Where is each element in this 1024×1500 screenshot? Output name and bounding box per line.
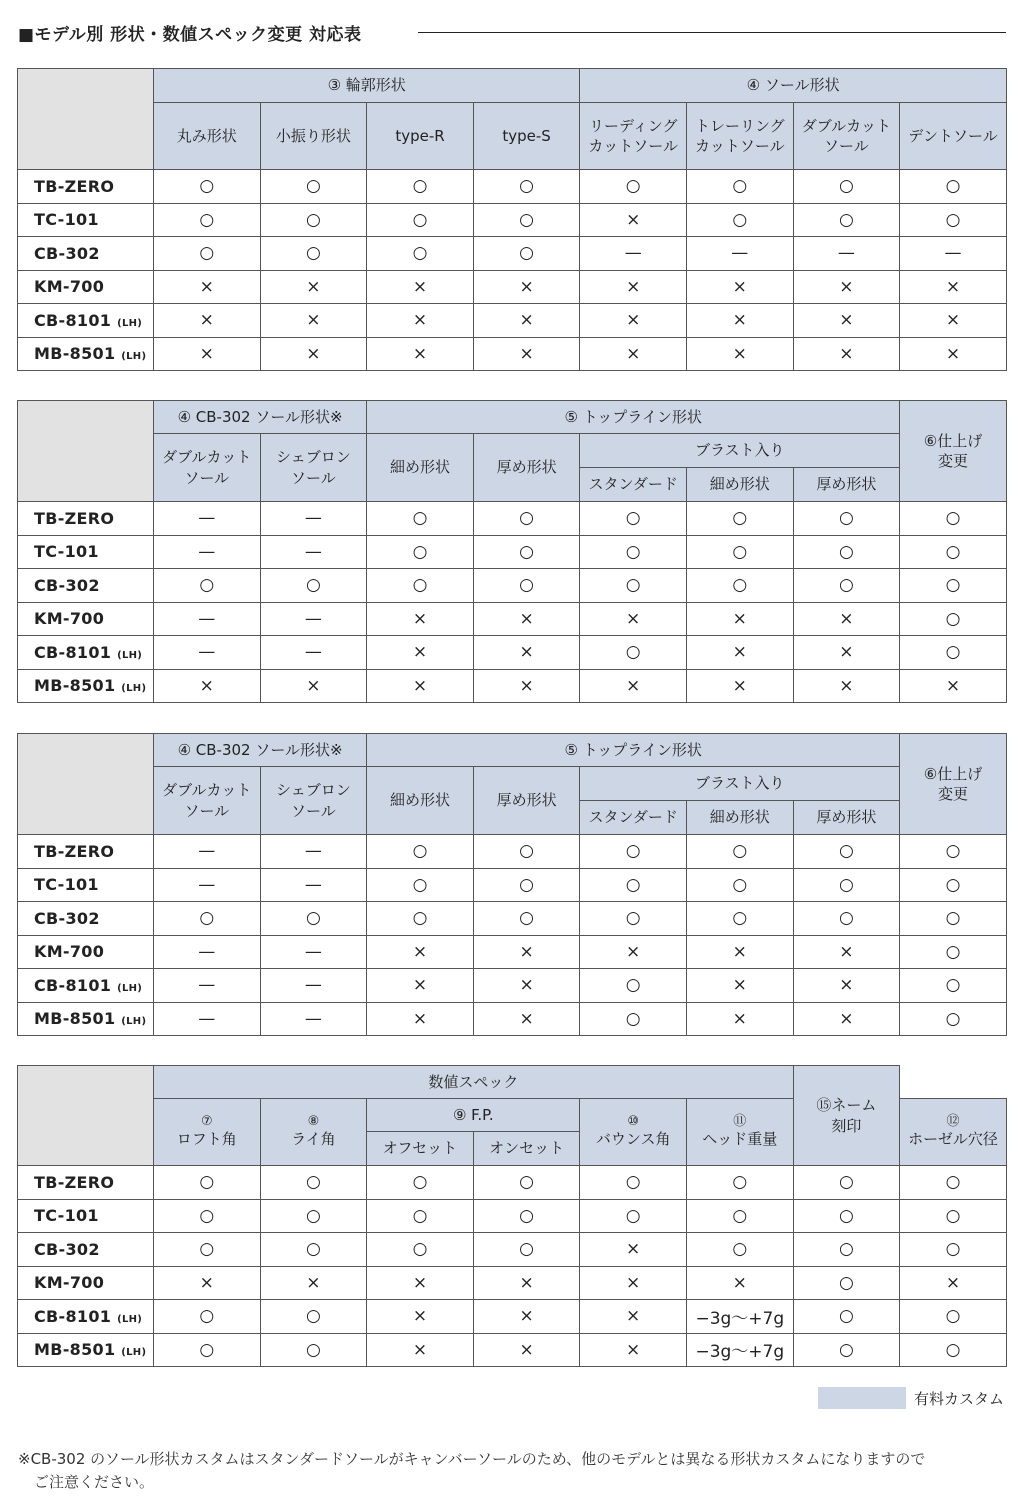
table-cell: ○ [260, 1233, 367, 1267]
table-cell: ○ [686, 1166, 793, 1200]
col-header: ⑪ ヘッド重量 [686, 1099, 793, 1166]
table-cell: ○ [900, 602, 1007, 636]
table-cell: ○ [367, 502, 474, 536]
table-cell: ○ [154, 1166, 261, 1200]
table-cell: × [580, 1233, 687, 1267]
model-name: MB-8501 (LH) [18, 337, 154, 371]
table-row [18, 1199, 1007, 1233]
footnote [18, 1448, 1008, 1494]
table-cell: ○ [260, 1199, 367, 1233]
table-cell: ○ [260, 170, 367, 204]
col-header: シェブロン ソール [260, 767, 367, 835]
table-cell: ○ [154, 1333, 261, 1367]
table-cell: ○ [686, 902, 793, 936]
table-cell: ○ [793, 1166, 900, 1200]
model-name: CB-8101 (LH) [18, 636, 154, 670]
table-row [18, 270, 1007, 304]
table-cell: — [154, 502, 261, 536]
col-header: 厚め形状 [473, 434, 580, 502]
table-cell: ○ [580, 902, 687, 936]
table-cell: ○ [154, 170, 261, 204]
table-cell: × [686, 969, 793, 1003]
table-cell: ○ [900, 203, 1007, 237]
table-cell: ○ [260, 1166, 367, 1200]
table-cell: ○ [793, 835, 900, 869]
table-cell: — [260, 535, 367, 569]
col-header: リーディング カットソール [580, 103, 687, 170]
table-cell: — [154, 535, 261, 569]
model-name: KM-700 [18, 270, 154, 304]
table-cell: — [260, 868, 367, 902]
table-cell: ○ [900, 902, 1007, 936]
table-cell: ○ [900, 1233, 1007, 1267]
table-cell: × [367, 270, 474, 304]
table-cell: — [260, 835, 367, 869]
table-cell: — [260, 969, 367, 1003]
table-row [18, 569, 1007, 603]
table-cell: × [580, 337, 687, 371]
table-cell: ○ [367, 1166, 474, 1200]
model-name: KM-700 [18, 1266, 154, 1300]
table-cell: × [367, 1333, 474, 1367]
table-cell: × [260, 1266, 367, 1300]
table-cell: ○ [900, 1199, 1007, 1233]
table-cell: ○ [793, 1300, 900, 1334]
legend [818, 1386, 1004, 1410]
table-cell: ○ [793, 203, 900, 237]
table-row [18, 502, 1007, 536]
model-name: TB-ZERO [18, 835, 154, 869]
table-cell: × [580, 669, 687, 703]
table-cell: ○ [793, 170, 900, 204]
model-name: TC-101 [18, 535, 154, 569]
table-cell: ○ [793, 569, 900, 603]
table-row [18, 170, 1007, 204]
table-cell: ○ [367, 868, 474, 902]
col-header: 厚め形状 [793, 801, 900, 835]
table-row [18, 1300, 1007, 1334]
model-name: CB-302 [18, 1233, 154, 1267]
spec-table-outline-sole [17, 68, 1007, 371]
table-cell: × [900, 337, 1007, 371]
title-rule [418, 32, 1006, 33]
table-cell: ○ [793, 535, 900, 569]
table-row [18, 969, 1007, 1003]
table-cell: — [154, 602, 261, 636]
table-cell: ○ [686, 868, 793, 902]
table-cell: × [473, 935, 580, 969]
table-cell: ○ [686, 1233, 793, 1267]
table-cell: — [793, 237, 900, 271]
footnote-line: ご注意ください。 [34, 1473, 155, 1491]
table-cell: × [473, 1266, 580, 1300]
table-cell: × [260, 337, 367, 371]
table-cell: ○ [473, 1233, 580, 1267]
table-cell: × [154, 270, 261, 304]
col-header: 厚め形状 [473, 767, 580, 835]
table-cell: ○ [900, 535, 1007, 569]
col-header: type-R [367, 103, 474, 170]
model-name: CB-302 [18, 902, 154, 936]
table-cell: × [580, 203, 687, 237]
table-cell: × [686, 636, 793, 670]
table-cell: × [900, 1266, 1007, 1300]
table-cell: ○ [473, 569, 580, 603]
model-name: TB-ZERO [18, 502, 154, 536]
table-cell: ○ [473, 1199, 580, 1233]
group-finish: ⑥仕上げ 変更 [900, 401, 1007, 502]
table-cell: ○ [580, 535, 687, 569]
table-cell: ○ [473, 535, 580, 569]
table-cell: ○ [900, 170, 1007, 204]
title-row [18, 18, 1006, 48]
page-title: ■モデル別 形状・数値スペック変更 対応表 [18, 20, 372, 45]
table-cell: × [154, 1266, 261, 1300]
col-header: デントソール [900, 103, 1007, 170]
col-header: スタンダード [580, 468, 687, 502]
table-row [18, 1166, 1007, 1200]
table-row [18, 835, 1007, 869]
table-cell: — [154, 636, 261, 670]
table-cell: × [900, 270, 1007, 304]
table-cell: × [793, 636, 900, 670]
table-cell: ○ [154, 203, 261, 237]
table-cell: × [367, 304, 474, 338]
table-cell: ○ [580, 1002, 687, 1036]
table-cell: × [367, 969, 474, 1003]
table-cell: — [260, 502, 367, 536]
table-cell: ○ [900, 569, 1007, 603]
table-cell: — [154, 868, 261, 902]
table-cell: ○ [686, 569, 793, 603]
model-name: CB-302 [18, 237, 154, 271]
table-cell: × [793, 602, 900, 636]
group-topline: ⑤ トップライン形状 [367, 401, 900, 434]
spec-table-numeric [17, 1065, 1007, 1367]
table-cell: ○ [473, 170, 580, 204]
table-cell: ○ [367, 170, 474, 204]
table-cell: ○ [580, 969, 687, 1003]
table-cell: ○ [793, 1199, 900, 1233]
table-row [18, 902, 1007, 936]
col-header: オフセット [367, 1132, 474, 1166]
table-cell: × [793, 270, 900, 304]
table-cell: × [900, 669, 1007, 703]
table-cell: ○ [686, 535, 793, 569]
table-cell: — [260, 636, 367, 670]
group-sole-shape: ④ ソール形状 [580, 69, 1006, 103]
group-name-engrave: ⑮ネーム 刻印 [793, 1066, 900, 1166]
table-cell: × [793, 1002, 900, 1036]
col-header: 丸み形状 [154, 103, 261, 170]
table-cell: ○ [687, 170, 794, 204]
col-header: ⑦ ロフト角 [154, 1099, 261, 1166]
model-name: MB-8501 (LH) [18, 669, 154, 703]
table-cell: ○ [900, 1002, 1007, 1036]
table-row [18, 1002, 1007, 1036]
table-cell: × [473, 337, 580, 371]
table-cell: × [793, 969, 900, 1003]
table-cell: ○ [793, 1266, 900, 1300]
table-cell: × [686, 1266, 793, 1300]
col-header: 細め形状 [686, 801, 793, 835]
table-cell: × [687, 270, 794, 304]
group-fp: ⑨ F.P. [367, 1099, 580, 1132]
table-cell: × [473, 304, 580, 338]
table-cell: × [473, 602, 580, 636]
col-header: オンセット [473, 1132, 580, 1166]
model-name: TC-101 [18, 868, 154, 902]
table-cell: ○ [154, 1233, 261, 1267]
table-cell: ○ [900, 502, 1007, 536]
group-outline-shape: ③ 輪郭形状 [154, 69, 580, 103]
table-cell: × [260, 669, 367, 703]
table-cell: ○ [154, 237, 261, 271]
table-row [18, 237, 1007, 271]
table-cell: ○ [686, 1199, 793, 1233]
table-cell: × [793, 935, 900, 969]
table-cell: ○ [580, 1166, 687, 1200]
table-cell: ○ [900, 935, 1007, 969]
table-cell: × [473, 636, 580, 670]
col-header: スタンダード [580, 801, 687, 835]
table-cell: ○ [900, 1166, 1007, 1200]
table-cell: × [473, 669, 580, 703]
table-cell: × [367, 1266, 474, 1300]
table-cell: ○ [900, 969, 1007, 1003]
table-cell: ○ [367, 569, 474, 603]
model-name: TC-101 [18, 1199, 154, 1233]
model-name: CB-8101 (LH) [18, 969, 154, 1003]
col-header: ダブルカット ソール [154, 434, 261, 502]
model-name: CB-8101 (LH) [18, 304, 154, 338]
table-cell: ○ [580, 569, 687, 603]
table-cell: × [473, 1002, 580, 1036]
table-cell: × [580, 602, 687, 636]
table-cell: ○ [260, 902, 367, 936]
table-cell: × [367, 669, 474, 703]
table-row [18, 935, 1007, 969]
table-cell: — [154, 935, 261, 969]
table-cell: ○ [580, 868, 687, 902]
table-cell: × [580, 935, 687, 969]
col-header: ダブルカット ソール [793, 103, 900, 170]
group-finish: ⑥仕上げ 変更 [900, 734, 1007, 835]
model-name: CB-302 [18, 569, 154, 603]
table-cell: ○ [900, 1333, 1007, 1367]
table-cell: ○ [580, 502, 687, 536]
table-cell: ○ [154, 1199, 261, 1233]
table-cell: ○ [473, 868, 580, 902]
model-name: MB-8501 (LH) [18, 1002, 154, 1036]
legend-swatch [818, 1387, 906, 1409]
table-cell: ○ [473, 1166, 580, 1200]
table-cell: ○ [367, 835, 474, 869]
col-header: 細め形状 [367, 434, 474, 502]
table-cell: ○ [260, 203, 367, 237]
table-cell: ○ [686, 502, 793, 536]
table-cell: ○ [473, 502, 580, 536]
model-name: MB-8501 (LH) [18, 1333, 154, 1367]
table-cell: × [367, 602, 474, 636]
table-row [18, 669, 1007, 703]
group-cb302-sole: ④ CB-302 ソール形状※ [154, 401, 367, 434]
col-header: 細め形状 [367, 767, 474, 835]
group-blast: ブラスト入り [580, 434, 900, 468]
table-cell: × [154, 337, 261, 371]
table-cell: ○ [367, 1233, 474, 1267]
table-cell: × [473, 1333, 580, 1367]
table-cell: ○ [793, 902, 900, 936]
table-cell: — [260, 1002, 367, 1036]
table-cell: — [260, 935, 367, 969]
corner-cell [18, 734, 154, 835]
corner-cell [18, 69, 154, 170]
table-cell: × [367, 1300, 474, 1334]
group-cb302-sole: ④ CB-302 ソール形状※ [154, 734, 367, 767]
col-header: ⑧ ライ角 [260, 1099, 367, 1166]
col-header: ⑩ バウンス角 [580, 1099, 687, 1166]
table-cell: ○ [473, 203, 580, 237]
table-row [18, 203, 1007, 237]
table-cell: −3g〜+7g [686, 1333, 793, 1367]
table-cell: ○ [580, 835, 687, 869]
table-cell: × [580, 1300, 687, 1334]
table-row [18, 868, 1007, 902]
table-cell: ○ [580, 1199, 687, 1233]
table-cell: — [154, 969, 261, 1003]
table-cell: × [473, 1300, 580, 1334]
table-cell: ○ [367, 1199, 474, 1233]
table-cell: × [687, 304, 794, 338]
table-cell: × [154, 669, 261, 703]
col-header: 小振り形状 [260, 103, 367, 170]
model-name: TB-ZERO [18, 170, 154, 204]
table-cell: × [580, 270, 687, 304]
footnote-line: ※CB-302 のソール形状カスタムはスタンダードソールがキャンバーソールのため、他のモデルとは異なる形状カスタムになりますので [18, 1450, 926, 1468]
table-cell: — [154, 1002, 261, 1036]
model-name: KM-700 [18, 935, 154, 969]
table-cell: × [686, 669, 793, 703]
table-cell: ○ [900, 1300, 1007, 1334]
table-cell: ○ [687, 203, 794, 237]
table-cell: — [260, 602, 367, 636]
table-cell: — [900, 237, 1007, 271]
col-header: シェブロン ソール [260, 434, 367, 502]
spec-table-sole-topline [17, 400, 1007, 703]
table-cell: × [686, 602, 793, 636]
table-row [18, 1333, 1007, 1367]
table-cell: ○ [367, 203, 474, 237]
col-header: ⑫ ホーゼル穴径 [900, 1099, 1007, 1166]
table-cell: ○ [793, 1233, 900, 1267]
table-cell: × [686, 1002, 793, 1036]
table-cell: × [473, 969, 580, 1003]
table-cell: × [687, 337, 794, 371]
table-cell: × [154, 304, 261, 338]
model-name: KM-700 [18, 602, 154, 636]
table-cell: × [580, 1333, 687, 1367]
table-cell: — [687, 237, 794, 271]
table-cell: ○ [473, 902, 580, 936]
table-cell: ○ [154, 569, 261, 603]
table-row [18, 535, 1007, 569]
model-name: TC-101 [18, 203, 154, 237]
col-header: 厚め形状 [793, 468, 900, 502]
table-cell: × [580, 1266, 687, 1300]
table-cell: ○ [260, 1300, 367, 1334]
col-header: type-S [473, 103, 580, 170]
table-cell: ○ [686, 835, 793, 869]
table-cell: −3g〜+7g [686, 1300, 793, 1334]
table-cell: ○ [793, 502, 900, 536]
table-cell: ○ [154, 1300, 261, 1334]
table-row [18, 304, 1007, 338]
table-cell: × [793, 669, 900, 703]
table-cell: × [367, 1002, 474, 1036]
table-cell: × [580, 304, 687, 338]
model-name: TB-ZERO [18, 1166, 154, 1200]
table-cell: ○ [367, 902, 474, 936]
table-cell: × [367, 636, 474, 670]
model-name: CB-8101 (LH) [18, 1300, 154, 1334]
table-cell: ○ [260, 569, 367, 603]
group-blast: ブラスト入り [580, 767, 900, 801]
corner-cell [18, 1066, 154, 1166]
table-cell: × [793, 337, 900, 371]
table-cell: ○ [367, 535, 474, 569]
table-cell: ○ [367, 237, 474, 271]
col-header: 細め形状 [686, 468, 793, 502]
table-cell: ○ [580, 170, 687, 204]
table-cell: × [686, 935, 793, 969]
table-cell: ○ [260, 237, 367, 271]
corner-cell [18, 401, 154, 502]
table-cell: ○ [900, 868, 1007, 902]
table-cell: ○ [154, 902, 261, 936]
table-cell: × [367, 337, 474, 371]
table-cell: ○ [580, 636, 687, 670]
table-row [18, 636, 1007, 670]
table-cell: ○ [260, 1333, 367, 1367]
table-cell: ○ [793, 868, 900, 902]
table-cell: × [367, 935, 474, 969]
table-row [18, 1266, 1007, 1300]
table-row [18, 602, 1007, 636]
table-cell: ○ [900, 636, 1007, 670]
spec-table-sole-topline-2 [17, 733, 1007, 1036]
table-cell: ○ [900, 835, 1007, 869]
group-numeric-spec: 数値スペック [154, 1066, 794, 1099]
table-row [18, 337, 1007, 371]
table-cell: ○ [473, 237, 580, 271]
legend-label: 有料カスタム [913, 1389, 1004, 1408]
table-cell: ○ [473, 835, 580, 869]
table-cell: × [473, 270, 580, 304]
table-cell: × [793, 304, 900, 338]
table-cell: × [900, 304, 1007, 338]
col-header: トレーリング カットソール [687, 103, 794, 170]
table-cell: × [260, 304, 367, 338]
table-cell: × [260, 270, 367, 304]
table-cell: — [580, 237, 687, 271]
col-header: ダブルカット ソール [154, 767, 261, 835]
group-topline: ⑤ トップライン形状 [367, 734, 900, 767]
table-cell: — [154, 835, 261, 869]
table-row [18, 1233, 1007, 1267]
table-cell: ○ [793, 1333, 900, 1367]
